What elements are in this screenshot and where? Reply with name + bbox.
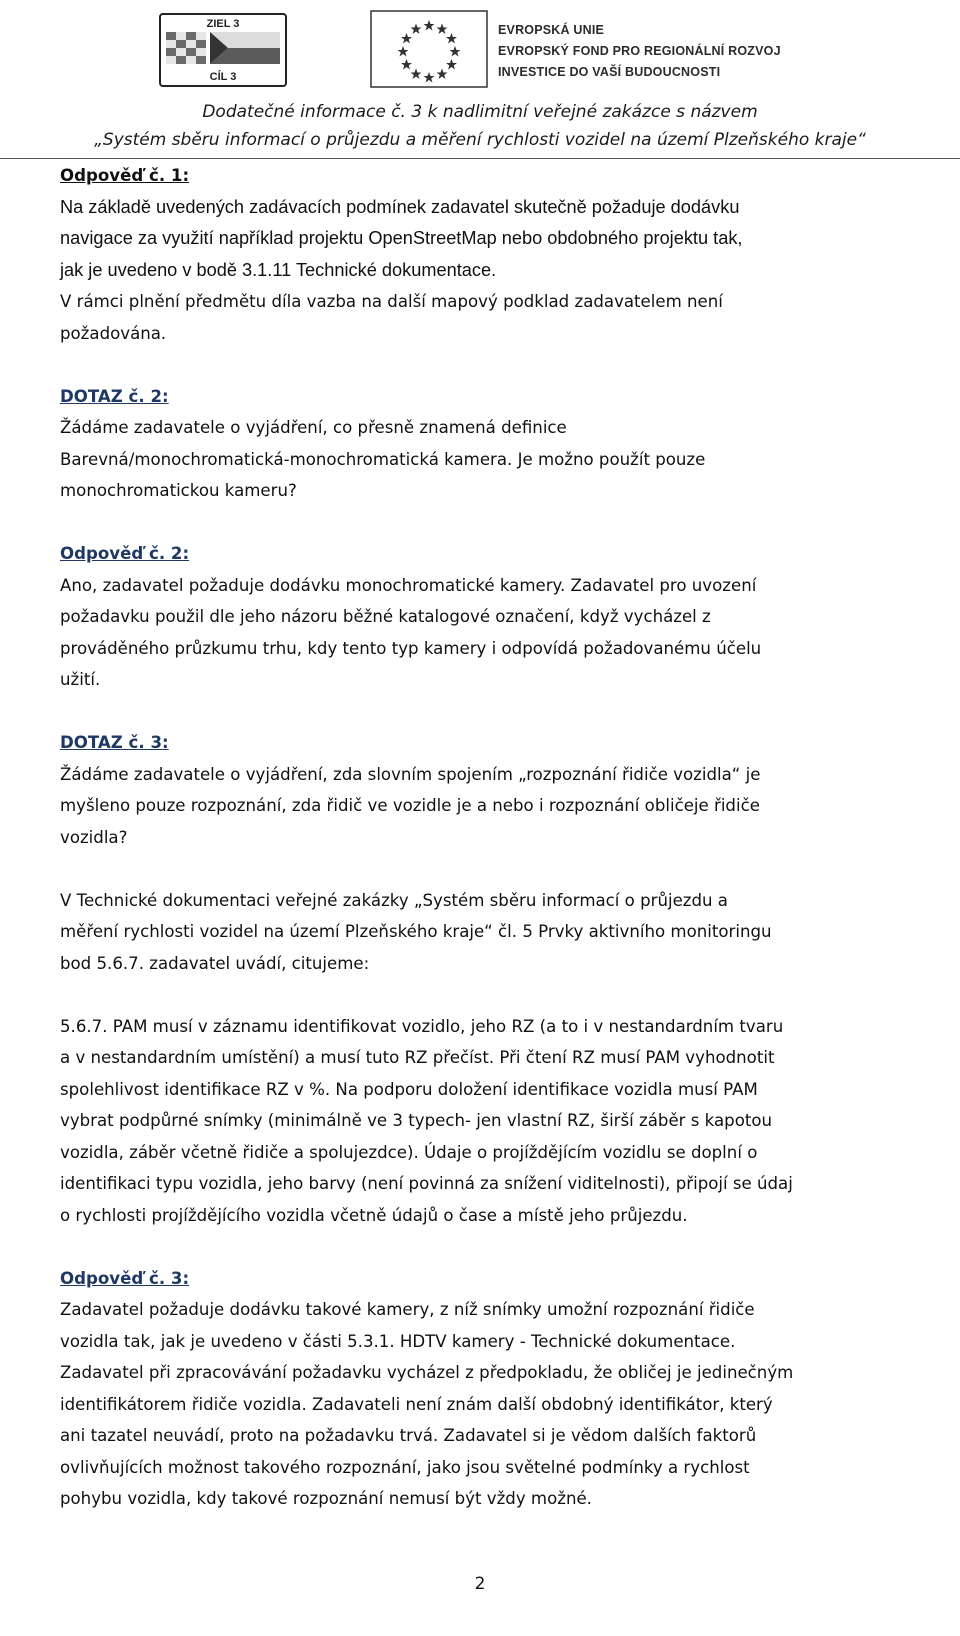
answer-3-heading: Odpověď č. 3: (60, 1268, 190, 1288)
paragraph-line: jak je uvedeno v bodě 3.1.11 Technické dokumentace. (60, 259, 497, 280)
paragraph-line: navigace za využití například projektu OpenStreetMap nebo obdobného projektu tak, (60, 228, 743, 248)
paragraph-line: požadována. (60, 323, 167, 343)
ziel-logo-text-top: ZIEL 3 (206, 18, 240, 30)
quoted-line: vozidla, záběr včetně řidiče a spolujezdce). Údaje o projíždějícím vozidlu se doplní o (60, 1142, 758, 1162)
quoted-line: vybrat podpůrné snímky (minimálně ve 3 typech- jen vlastní RZ, širší záběr s kapotou (60, 1111, 773, 1130)
page-number: 2 (474, 1574, 486, 1594)
eu-line: EVROPSKÁ UNIE (498, 23, 605, 37)
header-divider (0, 158, 960, 159)
quoted-line: spolehlivost identifikace RZ v %. Na podporu doložení identifikace vozidla musí PAM (60, 1079, 758, 1099)
paragraph-line: myšleno pouze rozpoznání, zda řidič ve vozidle je a nebo i rozpoznání obličeje řidiče (60, 796, 760, 815)
paragraph-line: V Technické dokumentaci veřejné zakázky „Systém sběru informací o průjezdu a (60, 890, 728, 910)
paragraph-line: bod 5.6.7. zadavatel uvádí, citujeme: (60, 953, 370, 973)
answer-2-section (60, 538, 940, 696)
paragraph-line: měření rychlosti vozidel na území Plzeňského kraje“ čl. 5 Prvky aktivního monitoringu (60, 922, 772, 941)
paragraph-line: vozidla tak, jak je uvedeno v části 5.3.1. HDTV kamery - Technické dokumentace. (60, 1331, 736, 1351)
paragraph-line: užití. (60, 670, 101, 689)
paragraph-line: požadavku použil dle jeho názoru běžné katalogové označení, když vycházel z (60, 607, 711, 626)
answer-2-heading: Odpověď č. 2: (60, 544, 190, 563)
answer-3-section (60, 1263, 940, 1515)
question-3-section (60, 727, 940, 1231)
paragraph-line: Na základě uvedených zadávacích podmínek zadavatel skutečně požaduje dodávku (60, 196, 740, 217)
paragraph-line: ani tazatel neuvádí, proto na požadavku trvá. Zadavatel si je vědom dalších faktorů (60, 1426, 757, 1445)
question-2-heading: DOTAZ č. 2: (60, 386, 169, 406)
paragraph-line: Zadavatel při zpracovávání požadavku vycházel z předpokladu, že obličej je jedinečným (60, 1363, 794, 1382)
paragraph-line: Žádáme zadavatele o vyjádření, zda slovním spojením „rozpoznání řidiče vozidla“ je (60, 764, 761, 784)
paragraph-line: Zadavatel požaduje dodávku takové kamery, z níž snímky umožní rozpoznání řidiče (60, 1300, 755, 1319)
quoted-line: 5.6.7. PAM musí v záznamu identifikovat vozidlo, jeho RZ (a to i v nestandardním tvaru (60, 1016, 784, 1036)
paragraph-line: ovlivňujících možnost takového rozpoznání, jako jsou světelné podmínky a rychlost (60, 1457, 750, 1477)
paragraph-line: prováděného průzkumu trhu, kdy tento typ kamery i odpovídá požadovanému účelu (60, 638, 762, 658)
question-2-section (60, 381, 940, 507)
paragraph-line: Žádáme zadavatele o vyjádření, co přesně znamená definice (60, 418, 567, 437)
document-subtitle: Dodatečné informace č. 3 k nadlimitní veřejné zakázce s názvem (202, 102, 758, 122)
question-3-heading: DOTAZ č. 3: (60, 733, 169, 752)
document-body (60, 160, 940, 1515)
paragraph-line: pohybu vozidla, kdy takové rozpoznání nemusí být vždy možné. (60, 1489, 592, 1508)
eu-flag-icon (370, 10, 488, 88)
quoted-line: identifikaci typu vozidla, jeho barvy (není povinná za snížení viditelnosti), připojí se údaj (60, 1174, 793, 1193)
eu-line: INVESTICE DO VAŠÍ BUDOUCNOSTI (498, 65, 721, 79)
paragraph-line: Barevná/monochromatická-monochromatická kamera. Je možno použít pouze (60, 449, 706, 469)
paragraph-line: Ano, zadavatel požaduje dodávku monochromatické kamery. Zadavatel pro uvození (60, 575, 757, 595)
quoted-line: o rychlosti projíždějícího vozidla včetně údajů o čase a místě jeho průjezdu. (60, 1205, 688, 1225)
answer-1-heading: Odpověď č. 1: (60, 166, 190, 185)
ziel-logo-text-bottom: CÍL 3 (209, 71, 237, 83)
answer-1-section (60, 160, 940, 349)
document-subtitle-tender-name: „Systém sběru informací o průjezdu a měření rychlosti vozidel na území Plzeňského kraje“ (94, 130, 866, 150)
paragraph-line: vozidla? (60, 827, 128, 847)
paragraph-line: monochromatickou kameru? (60, 481, 297, 500)
paragraph-line: identifikátorem řidiče vozidla. Zadavateli není znám další obdobný identifikátor, který (60, 1394, 773, 1414)
quoted-line: a v nestandardním umístění) a musí tuto RZ přečíst. Při čtení RZ musí PAM vyhodnotit (60, 1048, 775, 1067)
ziel3-logo (158, 12, 288, 88)
paragraph-line: V rámci plnění předmětu díla vazba na další mapový podklad zadavatelem není (60, 292, 723, 311)
eu-fund-text (498, 20, 781, 83)
eu-line: EVROPSKÝ FOND PRO REGIONÁLNÍ ROZVOJ (498, 44, 781, 58)
page-header (0, 0, 960, 92)
